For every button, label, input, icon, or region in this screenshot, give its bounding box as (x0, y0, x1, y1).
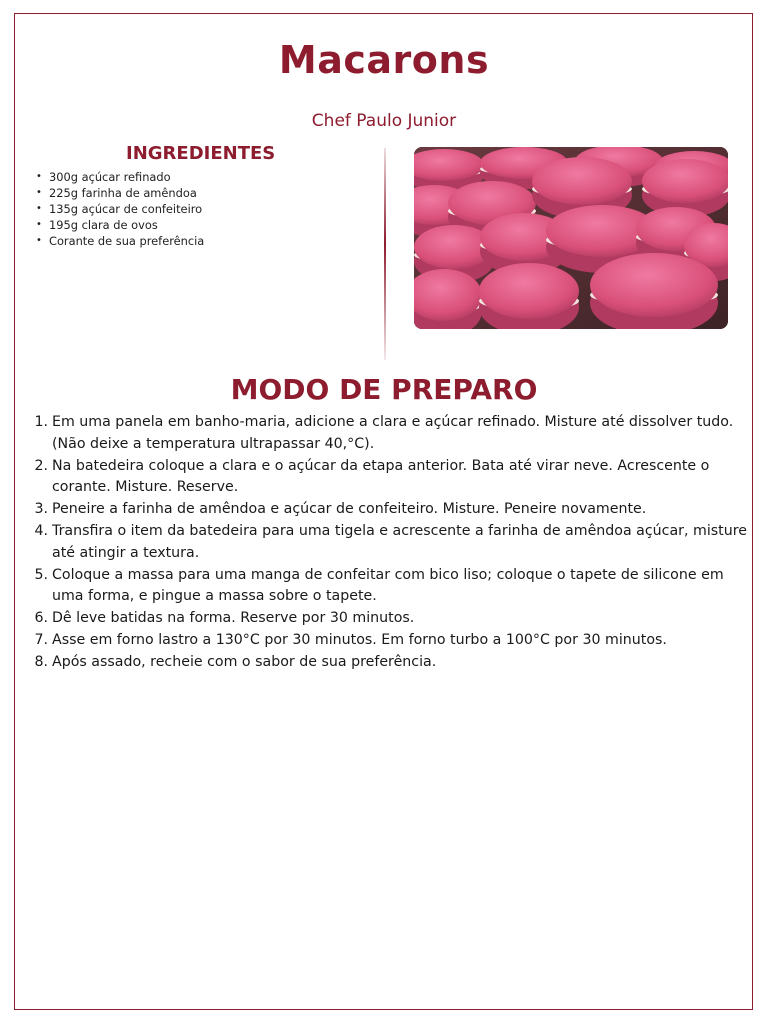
preparation-steps (34, 412, 752, 674)
step-item (34, 565, 752, 609)
step-text: Na batedeira coloque a clara e o açúcar da etapa anterior. Bata até virar neve. Acrescente o corante. Misture. Reserve. (52, 457, 710, 496)
preparation-heading: MODO DE PREPARO (230, 373, 538, 406)
step-item (34, 499, 752, 521)
step-text: Em uma panela em banho-maria, adicione a clara e açúcar refinado. Misture até dissolver tudo. (Não deixe a temperatura ultrapassar 40,°C). (52, 414, 734, 452)
vertical-divider (384, 148, 386, 360)
step-number: 6. (34, 610, 48, 627)
step-text: Após assado, recheie com o sabor de sua preferência. (52, 653, 437, 670)
step-number: 5. (34, 566, 48, 583)
ingredients-heading: INGREDIENTES (126, 143, 276, 164)
step-item (34, 456, 752, 500)
recipe-title: Macarons (278, 38, 490, 82)
step-text: Transfira o item da batedeira para uma tigela e acrescente a farinha de amêndoa açúcar, misture até atingir a textura. (52, 522, 747, 561)
step-number: 3. (34, 501, 48, 518)
ingredient-item: • 135g açúcar de confeiteiro (36, 201, 204, 217)
step-item (34, 608, 752, 630)
step-text: Asse em forno lastro a 130°C por 30 minutos. Em forno turbo a 100°C por 30 minutos. (52, 631, 667, 648)
ingredient-item: • Corante de sua preferência (36, 233, 204, 249)
step-item (34, 521, 752, 565)
step-text: Peneire a farinha de amêndoa e açúcar de confeiteiro. Misture. Peneire novamente. (52, 501, 647, 518)
chef-name: Chef Paulo Junior (311, 111, 457, 131)
step-number: 7. (34, 631, 48, 648)
step-text: Dê leve batidas na forma. Reserve por 30 minutos. (52, 610, 415, 627)
step-item (34, 652, 752, 674)
ingredient-item: • 225g farinha de amêndoa (36, 185, 204, 201)
step-text: Coloque a massa para uma manga de confeitar com bico liso; coloque o tapete de silicone em uma forma, e pingue a massa sobre o tapete. (52, 566, 724, 605)
macarons-photo (414, 147, 728, 329)
ingredient-item: • 195g clara de ovos (36, 217, 204, 233)
step-item (34, 412, 752, 456)
step-number: 1. (34, 414, 48, 430)
step-item (34, 630, 752, 652)
step-number: 2. (34, 457, 48, 474)
ingredient-item: • 300g açúcar refinado (36, 169, 204, 185)
step-number: 8. (34, 653, 48, 670)
ingredients-list (36, 169, 204, 249)
step-number: 4. (34, 522, 48, 539)
